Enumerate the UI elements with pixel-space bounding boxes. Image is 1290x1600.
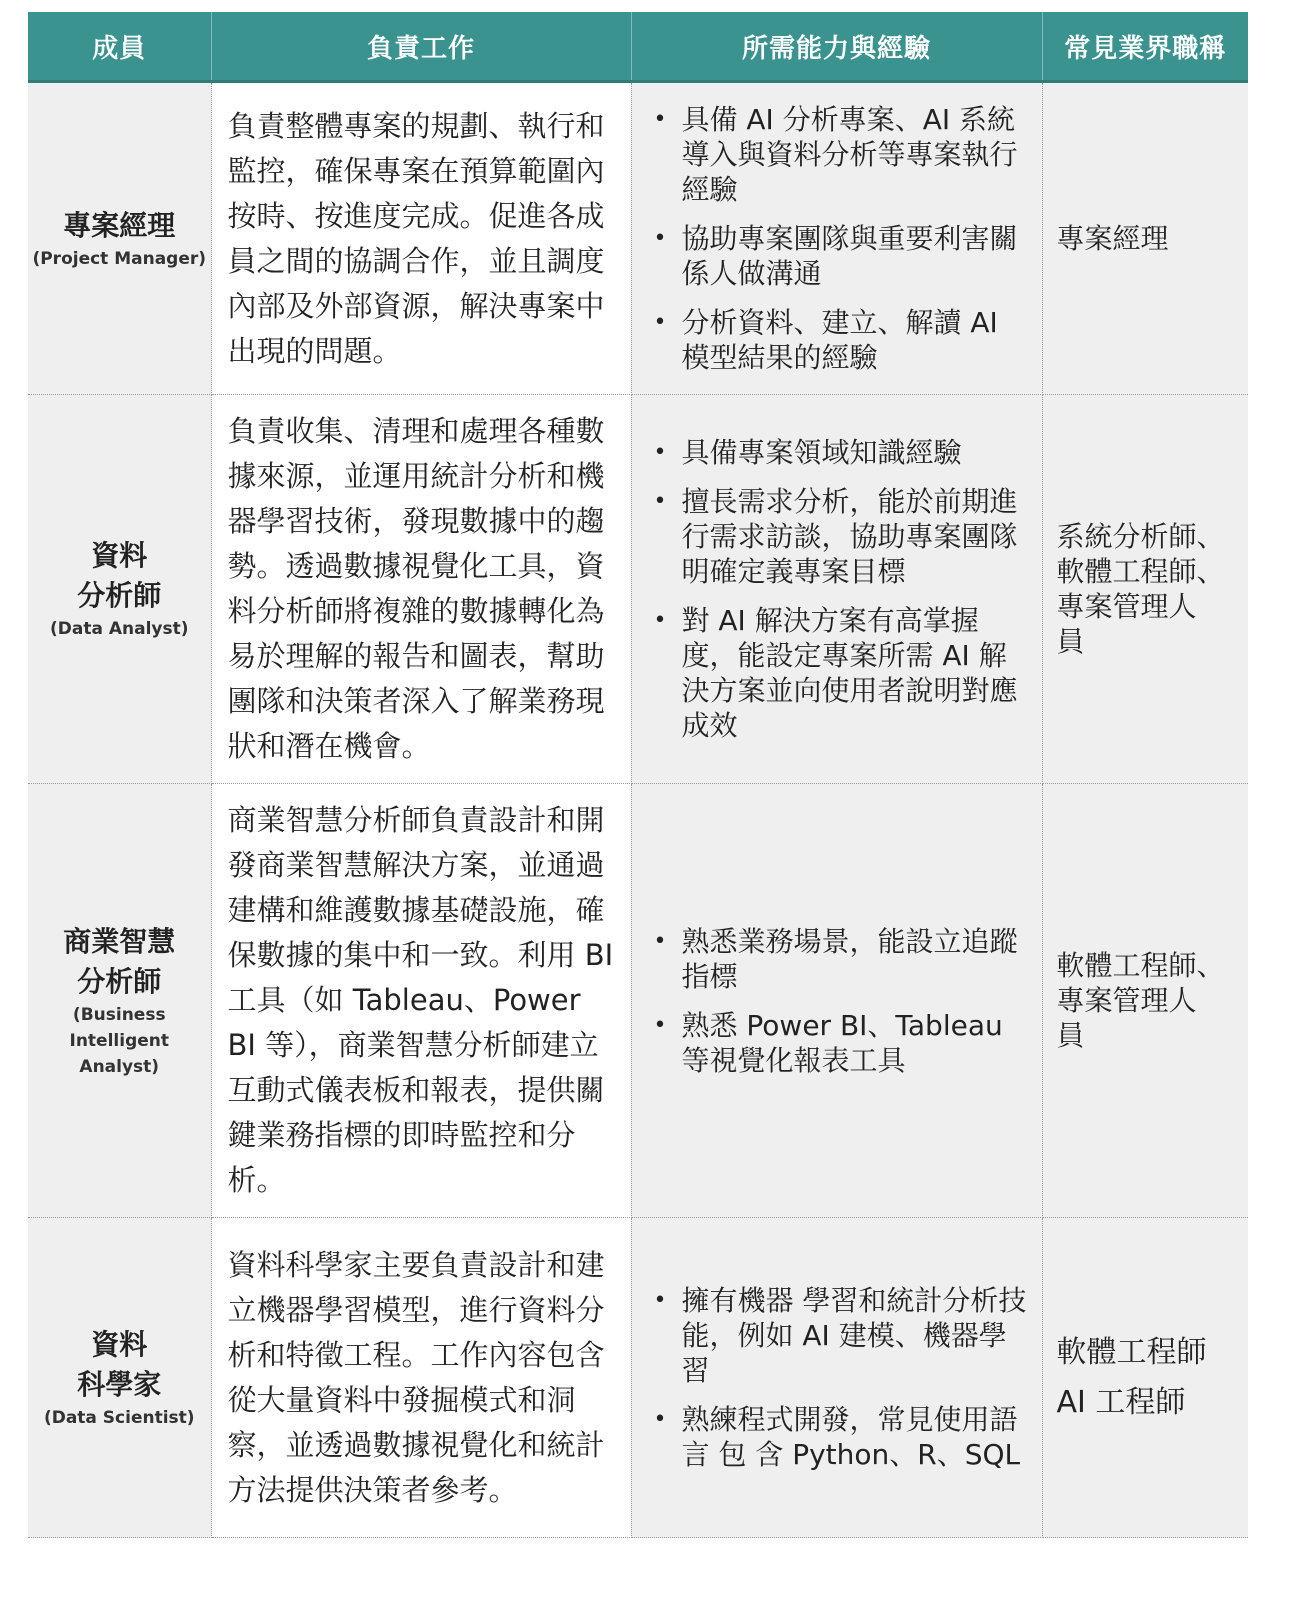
skill-item: • 熟悉 Power BI、Tableau 等視覺化報表工具: [652, 1008, 1028, 1078]
header-duty: 負責工作: [211, 12, 631, 82]
title-line: 軟體工程師、: [1056, 555, 1225, 588]
member-name-en: (Data Analyst): [49, 619, 189, 639]
member-name-zh: 資料: [91, 539, 148, 572]
skills-cell: [631, 784, 1042, 1218]
skill-item: • 具備專案領域知識經驗: [652, 435, 1028, 470]
title-line: 專案經理: [1056, 222, 1169, 255]
titles-cell: [1042, 784, 1248, 1218]
title-line: 專案管理人: [1056, 984, 1197, 1017]
skill-item: • 協助專案團隊與重要利害關係人做溝通: [652, 221, 1028, 291]
member-name-en: Intelligent: [69, 1030, 169, 1051]
skills-cell: [631, 82, 1042, 395]
title-line: 員: [1056, 625, 1085, 658]
header-skills: 所需能力與經驗: [631, 12, 1042, 82]
member-name-zh: 專案經理: [63, 208, 176, 242]
skill-item: • 擅長需求分析，能於前期進行需求訪談，協助專案團隊明確定義專案目標: [652, 484, 1028, 589]
title-line: 軟體工程師、: [1056, 949, 1225, 982]
member-name-en: (Data Scientist): [43, 1407, 195, 1428]
duty-cell: 負責整體專案的規劃、執行和監控，確保專案在預算範圍內按時、按進度完成。促進各成員之間的協調合作，並且調度內部及外部資源，解決專案中出現的問題。: [211, 82, 631, 395]
member-name-zh: 科學家: [77, 1367, 162, 1401]
skills-cell: [631, 1218, 1042, 1538]
skill-item: • 具備 AI 分析專案、AI 系統導入與資料分析等專案執行經驗: [652, 102, 1028, 207]
title-line: 專案管理人: [1056, 590, 1197, 623]
title-line: 系統分析師、: [1056, 520, 1225, 553]
table-row: [28, 82, 1248, 395]
member-name-zh: 分析師: [77, 964, 162, 998]
titles-cell: [1042, 82, 1248, 395]
header-titles: 常見業界職稱: [1042, 12, 1248, 82]
skill-item: • 對 AI 解決方案有高掌握度，能設定專案所需 AI 解決方案並向使用者說明對應成效: [652, 603, 1028, 743]
duty-cell: 負責收集、清理和處理各種數據來源，並運用統計分析和機器學習技術，發現數據中的趨勢。透過數據視覺化工具，資料分析師將複雜的數據轉化為易於理解的報告和圖表，幫助團隊和決策者深入了解業務現狀和潛在機會。: [211, 395, 631, 784]
member-name-zh: 商業智慧: [63, 924, 176, 958]
duty-cell: 資料科學家主要負責設計和建立機器學習模型，進行資料分析和特徵工程。工作內容包含從大量資料中發掘模式和洞察，並透過數據視覺化和統計方法提供決策者參考。: [211, 1218, 631, 1538]
titles-cell: [1042, 395, 1248, 784]
member-name-en: (Business: [72, 1004, 166, 1025]
title-line: 員: [1056, 1019, 1085, 1052]
title-line: 軟體工程師: [1056, 1334, 1207, 1370]
member-name-en: Analyst): [79, 1056, 160, 1077]
skill-item: • 熟練程式開發，常見使用語 言 包 含 Python、R、SQL: [652, 1402, 1028, 1472]
header-member: 成員: [28, 12, 211, 82]
title-line: AI 工程師: [1056, 1384, 1186, 1420]
member-cell: [28, 82, 211, 395]
header-row: [28, 12, 1248, 82]
table-row: [28, 1218, 1248, 1538]
member-name-en: (Project Manager): [32, 248, 207, 269]
member-cell: [28, 784, 211, 1218]
skill-item: • 擁有機器 學習和統計分析技能，例如 AI 建模、機器學習: [652, 1283, 1028, 1388]
member-name-zh: 分析師: [77, 579, 162, 612]
table-row: [28, 395, 1248, 784]
duty-cell: 商業智慧分析師負責設計和開發商業智慧解決方案，並通過建構和維護數據基礎設施，確保數據的集中和一致。利用 BI 工具（如 Tableau、Power BI 等），商業智慧分析師建立互動式儀表板和報表，提供關鍵業務指標的即時監控和分析。: [211, 784, 631, 1218]
member-cell: [28, 395, 211, 784]
table-row: [28, 784, 1248, 1218]
roles-table: [28, 12, 1248, 1538]
member-name-zh: 資料: [91, 1327, 148, 1361]
skill-item: • 熟悉業務場景，能設立追蹤指標: [652, 924, 1028, 994]
member-cell: [28, 1218, 211, 1538]
skills-cell: [631, 395, 1042, 784]
skill-item: • 分析資料、建立、解讀 AI 模型結果的經驗: [652, 305, 1028, 375]
titles-cell: [1042, 1218, 1248, 1538]
